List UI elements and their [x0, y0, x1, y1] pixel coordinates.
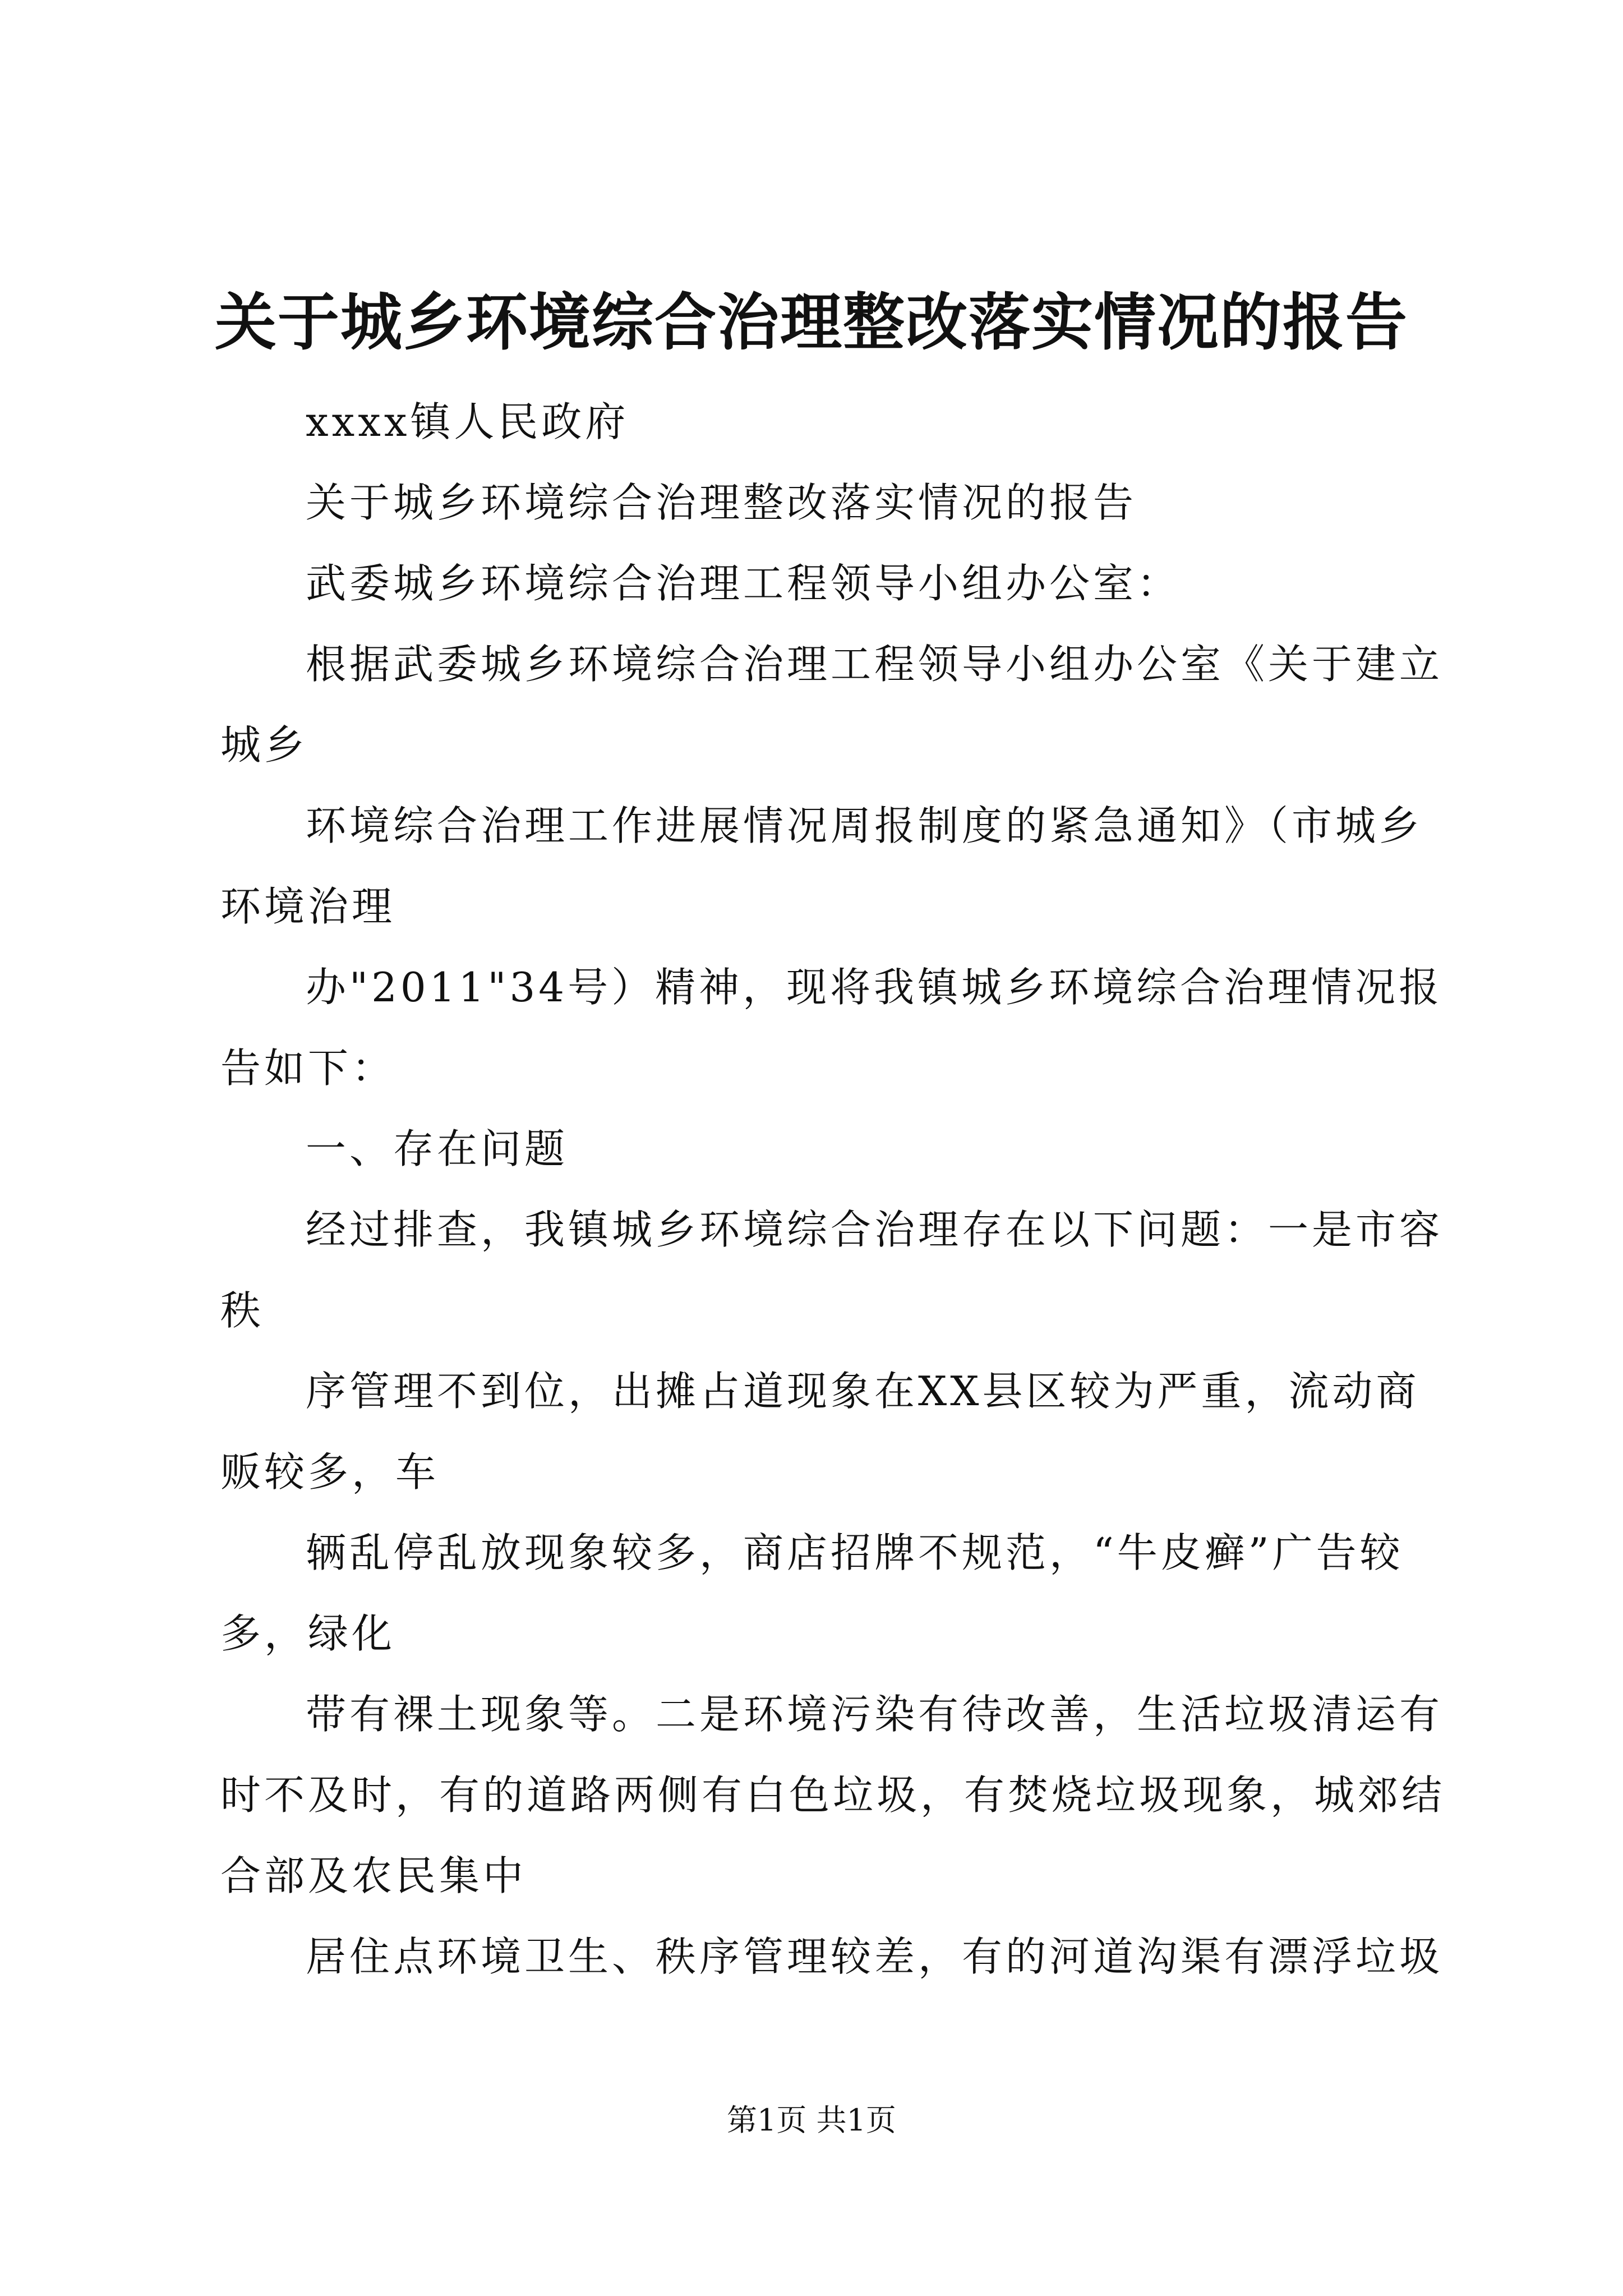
paragraph-line: 贩较多，车 [220, 1448, 440, 1496]
paragraph-line: 武委城乡环境综合治理工程领导小组办公室： [306, 560, 1181, 607]
paragraph-line: 时不及时，有的道路两侧有白色垃圾，有焚烧垃圾现象，城郊结 [220, 1772, 1446, 1819]
paragraph-line: 序管理不到位，出摊占道现象在XX县区较为严重，流动商 [306, 1368, 1420, 1415]
paragraph-line: 关于城乡环境综合治理整改落实情况的报告 [306, 479, 1137, 526]
document-body [220, 381, 1446, 1997]
paragraph-line: 告如下： [220, 1045, 396, 1092]
paragraph-line: 一、存在问题 [306, 1125, 569, 1172]
paragraph-line: 辆乱停乱放现象较多，商店招牌不规范，“牛皮癣”广告较 [306, 1529, 1404, 1576]
paragraph-line: xxxx镇人民政府 [306, 398, 629, 445]
document-title: 关于城乡环境综合治理整改落实情况的报告 [215, 286, 1408, 358]
paragraph-line: 根据武委城乡环境综合治理工程领导小组办公室《关于建立 [306, 641, 1444, 688]
paragraph-line: 秩 [220, 1287, 265, 1334]
paragraph-line: 经过排查，我镇城乡环境综合治理存在以下问题：一是市容 [306, 1206, 1444, 1253]
paragraph-line: 环境综合治理工作进展情况周报制度的紧急通知》（市城乡 [306, 802, 1423, 849]
page-footer: 第1页 共1页 [727, 2102, 896, 2138]
paragraph-line: 合部及农民集中 [220, 1852, 527, 1899]
paragraph-line: 城乡 [220, 721, 308, 769]
paragraph-line: 环境治理 [220, 883, 396, 930]
paragraph-line: 多，绿化 [220, 1610, 396, 1657]
paragraph-line: 办"2011"34号）精神，现将我镇城乡环境综合治理情况报 [306, 964, 1443, 1011]
paragraph-line: 居住点环境卫生、秩序管理较差，有的河道沟渠有漂浮垃圾 [306, 1933, 1444, 1980]
paragraph-line: 带有裸土现象等。二是环境污染有待改善，生活垃圾清运有 [306, 1691, 1444, 1738]
